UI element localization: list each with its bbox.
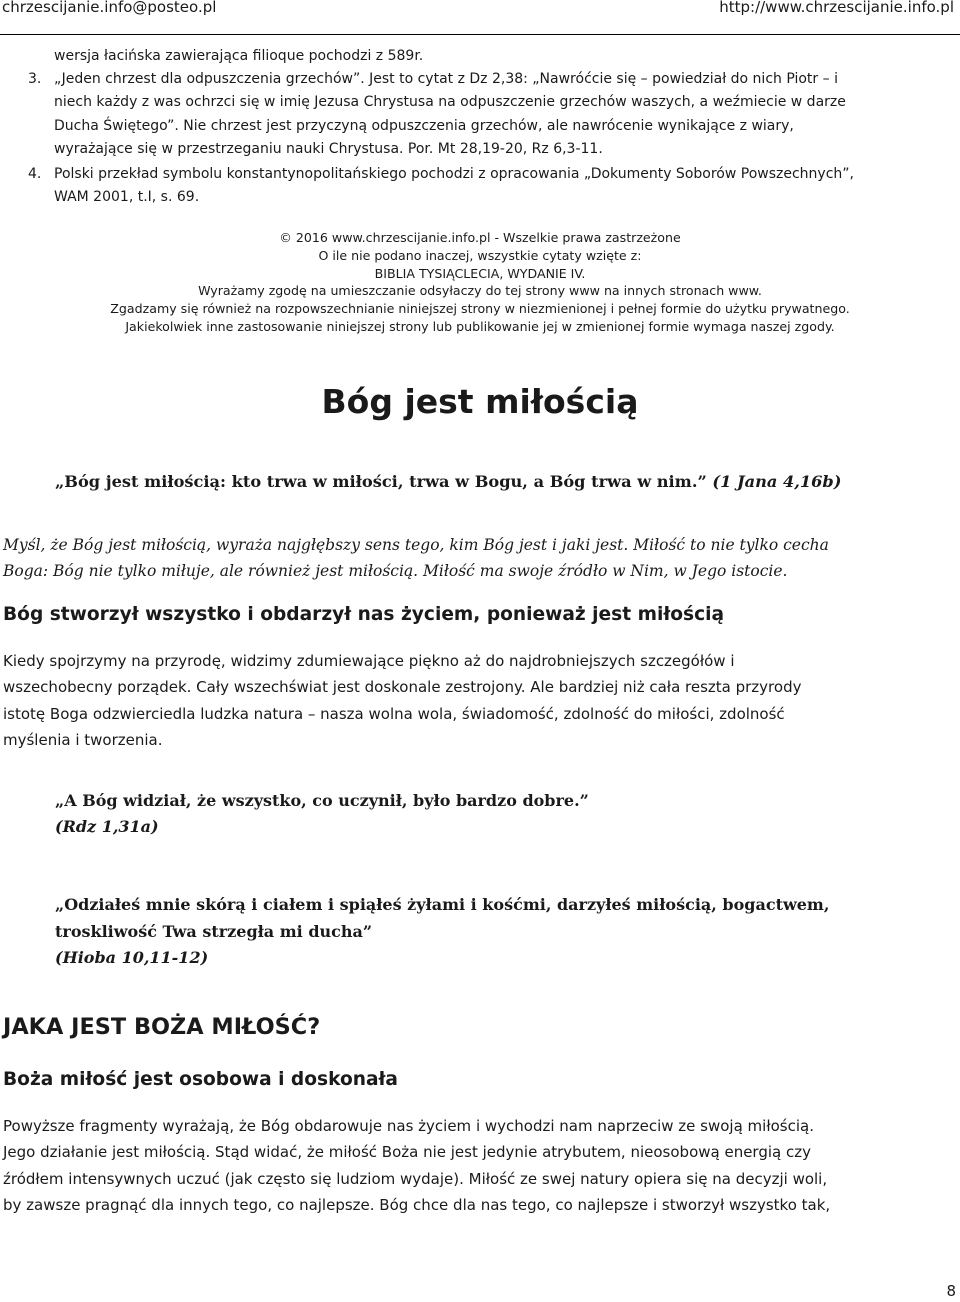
footnote-3-number: 3. xyxy=(28,71,42,87)
motto xyxy=(55,472,841,491)
quote-2-line-1: „Odziałeś mnie skórą i ciałem i spiąłeś żyłami i kośćmi, darzyłeś miłością, bogactwem, xyxy=(55,895,830,914)
section-3-heading: Boża miłość jest osobowa i doskonała xyxy=(3,1069,398,1090)
footnote-4 xyxy=(28,163,948,210)
footnote-3 xyxy=(28,68,948,162)
footnote-3-line-4: wyrażające się w przestrzeganiu nauki Chrystusa. Por. Mt 28,19-20, Rz 6,3-11. xyxy=(54,141,603,158)
copyright-line-6: Jakiekolwiek inne zastosowanie niniejszej strony lub publikowanie jej w zmienionej formie wymaga naszej zgody. xyxy=(125,318,835,334)
section-1-heading: Bóg stworzył wszystko i obdarzył nas życiem, ponieważ jest miłością xyxy=(3,604,725,625)
section-1-paragraph xyxy=(3,648,953,754)
article-title: Bóg jest miłością xyxy=(321,382,639,421)
intro-line-2: Boga: Bóg nie tylko miłuje, ale również jest miłością. Miłość ma swoje źródło w Nim, w Jego istocie. xyxy=(3,562,788,580)
motto-reference: (1 Jana 4,16b) xyxy=(712,472,842,491)
section-1-line-2: wszechobecny porządek. Cały wszechświat jest doskonale zestrojony. Ale bardziej niż cała reszta przyrody xyxy=(3,678,802,697)
footnote-3-line-3: Ducha Świętego”. Nie chrzest jest przyczyną odpuszczenia grzechów, ale nawrócenie wynikające z wiary, xyxy=(54,117,794,134)
copyright-line-1: 2016 www.chrzescijanie.info.pl - Wszelkie prawa zastrzeżone xyxy=(295,230,681,245)
copyright-icon: © xyxy=(279,230,292,245)
copyright-block xyxy=(0,229,960,336)
section-2-heading: JAKA JEST BOŻA MIŁOŚĆ? xyxy=(3,1014,321,1040)
motto-quote: „Bóg jest miłością: kto trwa w miłości, trwa w Bogu, a Bóg trwa w nim.” xyxy=(55,472,707,491)
footnote-3-line-2: niech każdy z was ochrzci się w imię Jezusa Chrystusa na odpuszczenie grzechów waszych, a weźmiecie w darze xyxy=(54,94,846,111)
section-1-line-1: Kiedy spojrzymy na przyrodę, widzimy zdumiewające piękno aż do najdrobniejszych szczegółów i xyxy=(3,652,735,670)
quote-2-reference: (Hioba 10,11-12) xyxy=(55,948,209,967)
footnote-4-number: 4. xyxy=(28,166,42,182)
section-1-line-4: myślenia i tworzenia. xyxy=(3,731,163,750)
footnote-4-line-1: Polski przekład symbolu konstantynopolitańskiego pochodzi z opracowania „Dokumenty Soborów Powszechnych”, xyxy=(54,166,854,182)
header-url[interactable]: http://www.chrzescijanie.info.pl xyxy=(719,0,954,16)
quote-1-text: „A Bóg widział, że wszystko, co uczynił, było bardzo dobre.” xyxy=(55,791,589,810)
copyright-line-2: O ile nie podano inaczej, wszystkie cytaty wzięte z: xyxy=(318,247,642,263)
quote-1 xyxy=(55,788,589,840)
section-1-line-3: istotę Boga odzwierciedla ludzka natura – nasza wolna wola, świadomość, zdolność do miłości, zdolność xyxy=(3,704,785,723)
section-3-line-4: by zawsze pragnąć dla innych tego, co najlepsze. Bóg chce dla nas tego, co najlepsze i stworzył wszystko tak, xyxy=(3,1196,831,1215)
page-number: 8 xyxy=(946,1282,956,1300)
section-3-line-1: Powyższe fragmenty wyrażają, że Bóg obdarowuje nas życiem i wychodzi nam naprzeciw ze swoją miłością. xyxy=(3,1117,814,1135)
quote-1-reference: (Rdz 1,31a) xyxy=(55,817,159,836)
footnote-tail: wersja łacińska zawierająca filioque pochodzi z 589r. xyxy=(54,48,424,64)
copyright-line-3: BIBLIA TYSIĄCLECIA, WYDANIE IV. xyxy=(374,265,586,281)
copyright-line-5: Zgadzamy się również na rozpowszechnianie niniejszej strony w niezmienionej i pełnej formie do użytku prywatnego. xyxy=(110,301,850,317)
copyright-line-4: Wyrażamy zgodę na umieszczanie odsyłaczy do tej strony www na innych stronach www. xyxy=(198,283,762,299)
intro-line-1: Myśl, że Bóg jest miłością, wyraża najgłębszy sens tego, kim Bóg jest i jaki jest. Miłość to nie tylko cecha xyxy=(3,536,829,554)
footnote-3-line-1: „Jeden chrzest dla odpuszczenia grzechów”. Jest to cytat z Dz 2,38: „Nawróćcie się – powiedział do nich Piotr – i xyxy=(54,71,838,87)
header-email: chrzescijanie.info@posteo.pl xyxy=(2,0,217,16)
section-3-line-3: źródłem intensywnych uczuć (jak często się ludziom wydaje). Miłość ze swej natury opiera się na decyzji woli, xyxy=(3,1169,828,1188)
quote-2 xyxy=(55,892,829,972)
section-3-line-2: Jego działanie jest miłością. Stąd widać, że miłość Boża nie jest jedynie atrybutem, nieosobową energią czy xyxy=(3,1143,811,1162)
section-3-paragraph xyxy=(3,1113,953,1219)
footnote-4-line-2: WAM 2001, t.I, s. 69. xyxy=(54,189,200,206)
intro-paragraph xyxy=(3,532,953,584)
page-header xyxy=(0,0,960,35)
quote-2-line-2: troskliwość Twa strzegła mi ducha” xyxy=(55,921,373,941)
